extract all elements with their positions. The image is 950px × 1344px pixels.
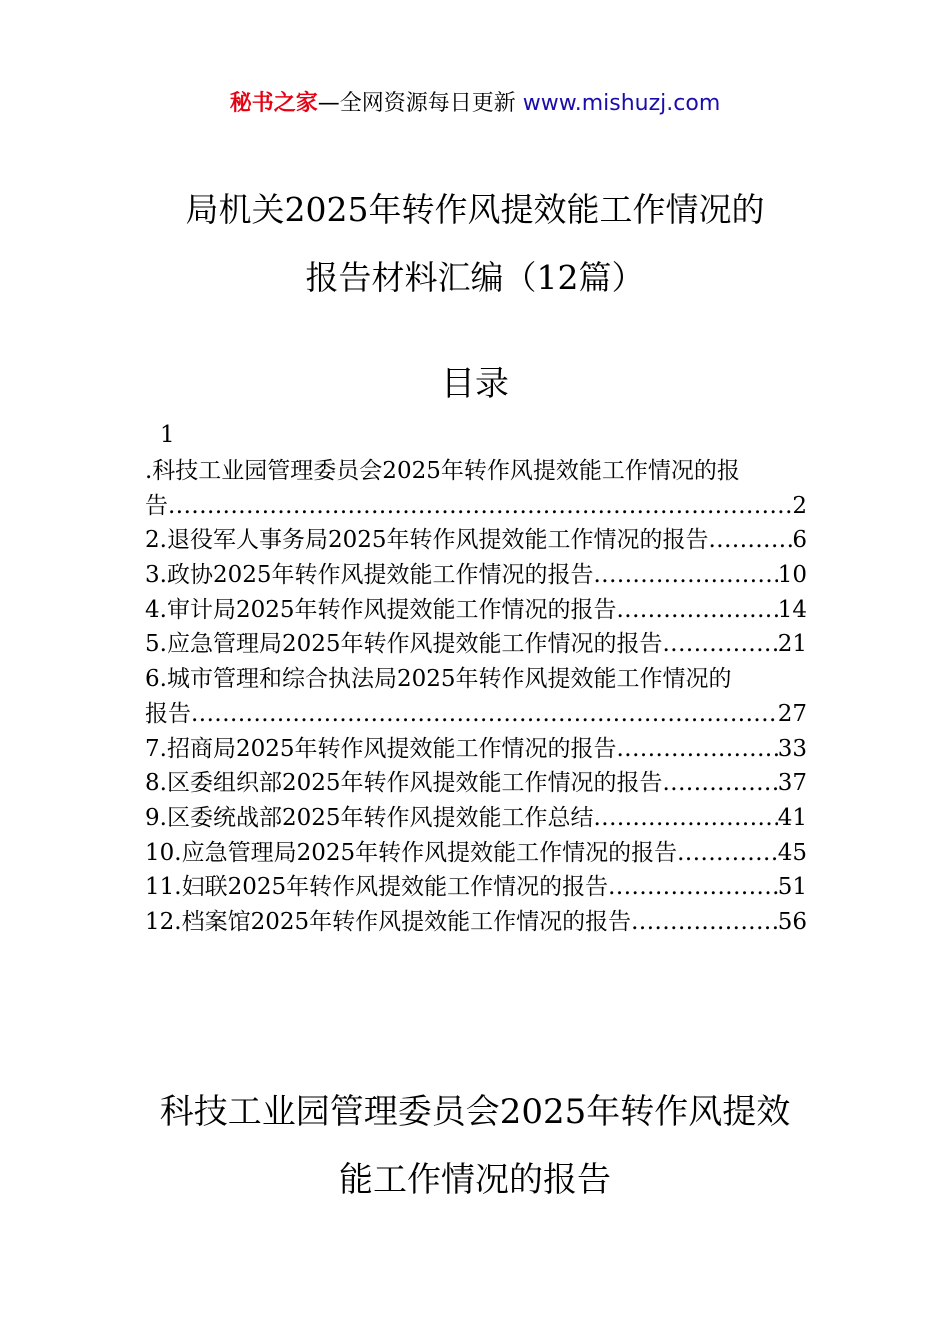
toc-item[interactable] xyxy=(145,870,807,905)
toc-item[interactable] xyxy=(145,801,807,836)
toc-leader-dots xyxy=(616,732,777,767)
toc-heading: 目录 xyxy=(441,364,509,404)
toc-leader-dots xyxy=(608,870,778,905)
toc-item-6-line-1[interactable] xyxy=(145,662,807,697)
toc-leader-dots xyxy=(631,905,778,940)
section-title-line-1: 科技工业园管理委员会2025年转作风提效 xyxy=(159,1092,791,1132)
toc-leader-dots xyxy=(593,558,777,593)
toc-item-text: 11.妇联2025年转作风提效能工作情况的报告 xyxy=(145,874,609,901)
toc-item-page: 51 xyxy=(777,874,807,901)
toc-leader-dots xyxy=(616,593,777,628)
toc-item-page: 41 xyxy=(777,804,807,831)
toc-item-page: 21 xyxy=(777,631,807,658)
toc-item-text: 3.政协2025年转作风提效能工作情况的报告 xyxy=(145,562,594,589)
document-title-line-1: 局机关2025年转作风提效能工作情况的 xyxy=(185,190,765,229)
toc-item[interactable] xyxy=(145,766,807,801)
toc-item-page: 56 xyxy=(777,908,807,935)
toc-item-text: 12.档案馆2025年转作风提效能工作情况的报告 xyxy=(145,908,632,935)
toc-item-6-text: 6.城市管理和综合执法局2025年转作风提效能工作情况的 xyxy=(145,666,732,693)
section-title-line-2: 能工作情况的报告 xyxy=(339,1160,611,1200)
table-of-contents xyxy=(145,420,807,940)
toc-item-1-text-cont: 告 xyxy=(145,492,168,519)
toc-item-page: 33 xyxy=(777,735,807,762)
toc-item-text: 9.区委统战部2025年转作风提效能工作总结 xyxy=(145,804,594,831)
toc-item-page: 10 xyxy=(777,562,807,589)
site-header xyxy=(0,88,950,120)
toc-item-page: 14 xyxy=(777,596,807,623)
toc-item-1-line-2[interactable] xyxy=(145,489,807,524)
toc-item-1-line-1[interactable] xyxy=(145,454,807,489)
toc-leader-dots xyxy=(708,523,792,558)
brand-name: 秘书之家 xyxy=(229,91,318,116)
slogan: —全网资源每日更新 xyxy=(317,91,516,116)
toc-item-text: 10.应急管理局2025年转作风提效能工作情况的报告 xyxy=(145,839,678,866)
toc-item[interactable] xyxy=(145,905,807,940)
toc-item[interactable] xyxy=(145,558,807,593)
toc-item-1-page: 2 xyxy=(792,492,807,519)
site-url-link[interactable]: www.mishuzj.com xyxy=(522,91,721,116)
toc-item-1-text: .科技工业园管理委员会2025年转作风提效能工作情况的报 xyxy=(145,458,740,484)
toc-item-6-line-2[interactable] xyxy=(145,697,807,732)
toc-item-6-page: 27 xyxy=(777,700,807,727)
toc-item[interactable] xyxy=(145,523,807,558)
toc-leader-dots xyxy=(662,766,777,801)
toc-item-text: 5.应急管理局2025年转作风提效能工作情况的报告 xyxy=(145,631,663,658)
toc-item[interactable] xyxy=(145,593,807,628)
toc-item-page: 6 xyxy=(792,527,807,554)
toc-leader-dots xyxy=(168,489,792,524)
toc-leader-dots xyxy=(677,836,778,871)
toc-item-text: 7.招商局2025年转作风提效能工作情况的报告 xyxy=(145,735,617,762)
toc-leader-dots xyxy=(191,697,778,732)
toc-leader-dots xyxy=(662,627,777,662)
toc-item[interactable] xyxy=(145,732,807,767)
toc-item[interactable] xyxy=(145,627,807,662)
toc-item-text: 8.区委组织部2025年转作风提效能工作情况的报告 xyxy=(145,770,663,797)
toc-item-page: 45 xyxy=(777,839,807,866)
toc-leader-dots xyxy=(593,801,777,836)
document-title-line-2: 报告材料汇编（12篇） xyxy=(305,258,645,297)
toc-item-page: 37 xyxy=(777,770,807,797)
toc-item-text: 4.审计局2025年转作风提效能工作情况的报告 xyxy=(145,596,617,623)
toc-item-6-text-cont: 报告 xyxy=(145,700,191,727)
toc-item-1-number: 1 xyxy=(160,422,175,448)
toc-item[interactable] xyxy=(145,836,807,871)
toc-item-text: 2.退役军人事务局2025年转作风提效能工作情况的报告 xyxy=(145,527,709,554)
